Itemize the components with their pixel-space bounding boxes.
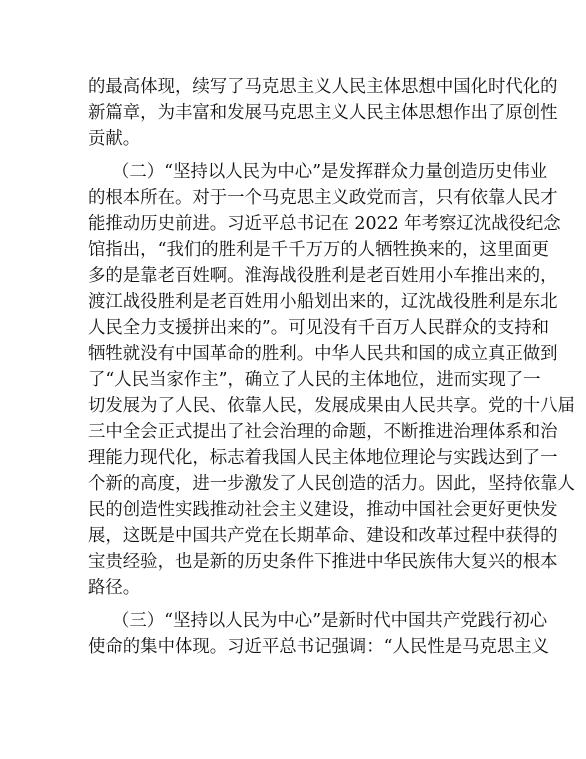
text-line: 的根本所在。对于一个马克思主义政党而言，只有依靠人民才 xyxy=(88,188,558,208)
text-line: 能推动历史前进。习近平总书记在 2022 年考察辽沈战役纪念 xyxy=(88,214,561,234)
text-line: 展，这既是中国共产党在长期革命、建设和改革过程中获得的 xyxy=(88,526,558,546)
text-line: 贡献。 xyxy=(88,129,141,149)
text-line: 渡江战役胜利是老百姓用小船划出来的，辽沈战役胜利是东北 xyxy=(88,292,558,312)
text-line: 民的创造性实践推动社会主义建设，推动中国社会更好更快发 xyxy=(88,500,558,520)
text-line: 多的是靠老百姓啊。淮海战役胜利是老百姓用小车推出来的， xyxy=(88,266,558,286)
text-line: 馆指出，“我们的胜利是千千万万的人牺牲换来的，这里面更 xyxy=(88,240,550,260)
text-line: 路径。 xyxy=(88,578,141,598)
text-line: 个新的高度，进一步激发了人民创造的活力。因此，坚持依靠人 xyxy=(88,474,575,494)
text-line: 人民全力支援拼出来的”。可见没有千百万人民群众的支持和 xyxy=(88,318,550,338)
text-line: 三中全会正式提出了社会治理的命题，不断推进治理体系和治 xyxy=(88,422,558,442)
text-line: 宝贵经验，也是新的历史条件下推进中华民族伟大复兴的根本 xyxy=(88,552,558,572)
text-line: 的最高体现，续写了马克思主义人民主体思想中国化时代化的 xyxy=(88,77,558,97)
paragraph-heading-3: （三）“坚持以人民为中心”是新时代中国共产党践行初心 xyxy=(112,611,548,631)
text-line: 理能力现代化，标志着我国人民主体地位理论与实践达到了一 xyxy=(88,448,558,468)
text-line: 新篇章，为丰富和发展马克思主义人民主体思想作出了原创性 xyxy=(88,103,558,123)
paragraph-heading-2: （二）“坚持以人民为中心”是发挥群众力量创造历史伟业 xyxy=(112,162,548,182)
text-line: 牺牲就没有中国革命的胜利。中华人民共和国的成立真正做到 xyxy=(88,344,558,364)
text-line: 切发展为了人民、依靠人民，发展成果由人民共享。党的十八届 xyxy=(88,396,575,416)
text-line: 使命的集中体现。习近平总书记强调：“人民性是马克思主义 xyxy=(88,637,550,657)
text-line: 了“人民当家作主”，确立了人民的主体地位，进而实现了一 xyxy=(88,370,541,390)
